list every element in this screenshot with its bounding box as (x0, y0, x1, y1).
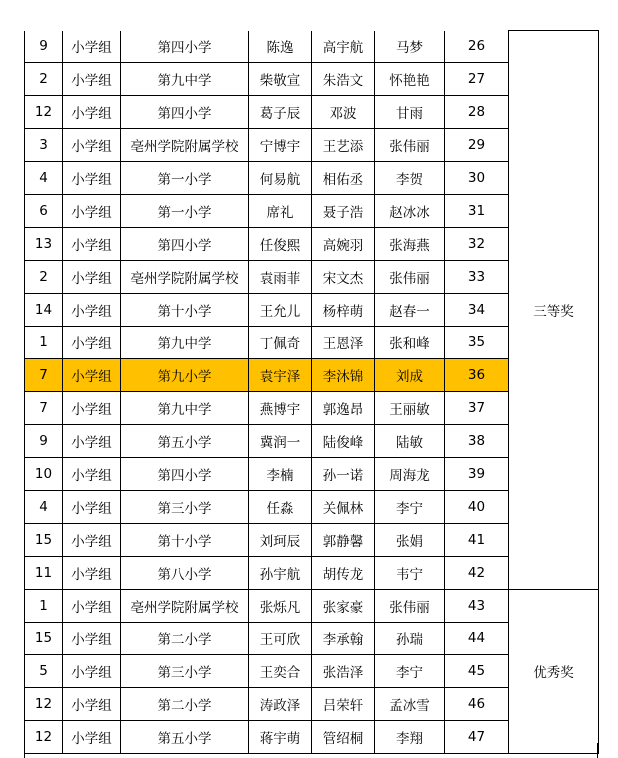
team-number-cell: 15 (25, 622, 63, 655)
group-cell: 小学组 (63, 96, 121, 129)
rank-cell: 35 (445, 326, 509, 359)
table-row (25, 589, 599, 622)
school-cell: 第三小学 (121, 490, 249, 523)
group-cell: 小学组 (63, 194, 121, 227)
student1-cell: 刘珂辰 (249, 523, 312, 556)
teacher-cell: 孙瑞 (375, 622, 445, 655)
team-number-cell: 12 (25, 688, 63, 721)
teacher-cell: 韦宁 (375, 556, 445, 589)
teacher-cell: 张海燕 (375, 227, 445, 260)
team-number-cell: 2 (25, 260, 63, 293)
student1-cell: 王奕合 (249, 655, 312, 688)
rank-cell: 32 (445, 227, 509, 260)
school-cell: 第五小学 (121, 721, 249, 754)
table-continuation (24, 743, 598, 758)
rank-cell: 39 (445, 458, 509, 491)
school-cell: 亳州学院附属学校 (121, 129, 249, 162)
team-number-cell: 7 (25, 359, 63, 392)
student1-cell: 席礼 (249, 194, 312, 227)
teacher-cell: 甘雨 (375, 96, 445, 129)
award-level-cell: 优秀奖 (509, 589, 599, 753)
student2-cell: 吕荣轩 (312, 688, 375, 721)
team-number-cell: 12 (25, 721, 63, 754)
group-cell: 小学组 (63, 655, 121, 688)
group-cell: 小学组 (63, 523, 121, 556)
teacher-cell: 李贺 (375, 162, 445, 195)
student2-cell: 王恩泽 (312, 326, 375, 359)
student2-cell: 邓波 (312, 96, 375, 129)
school-cell: 第九中学 (121, 63, 249, 96)
team-number-cell: 5 (25, 655, 63, 688)
teacher-cell: 王丽敏 (375, 392, 445, 425)
teacher-cell: 刘成 (375, 359, 445, 392)
team-number-cell: 2 (25, 63, 63, 96)
student2-cell: 李沐锦 (312, 359, 375, 392)
school-cell: 第三小学 (121, 655, 249, 688)
group-cell: 小学组 (63, 293, 121, 326)
rank-cell: 42 (445, 556, 509, 589)
teacher-cell: 马梦 (375, 31, 445, 63)
team-number-cell: 11 (25, 556, 63, 589)
school-cell: 第二小学 (121, 688, 249, 721)
student1-cell: 王可欣 (249, 622, 312, 655)
teacher-cell: 赵春一 (375, 293, 445, 326)
team-number-cell: 4 (25, 162, 63, 195)
student1-cell: 蒋宇萌 (249, 721, 312, 754)
awards-table (24, 30, 599, 754)
student1-cell: 宁博宇 (249, 129, 312, 162)
teacher-cell: 孟冰雪 (375, 688, 445, 721)
team-number-cell: 12 (25, 96, 63, 129)
student1-cell: 袁宇泽 (249, 359, 312, 392)
school-cell: 第九小学 (121, 359, 249, 392)
rank-cell: 38 (445, 425, 509, 458)
school-cell: 第九中学 (121, 326, 249, 359)
school-cell: 第一小学 (121, 194, 249, 227)
teacher-cell: 张伟丽 (375, 589, 445, 622)
student2-cell: 高婉羽 (312, 227, 375, 260)
table-row (25, 31, 599, 63)
rank-cell: 46 (445, 688, 509, 721)
group-cell: 小学组 (63, 227, 121, 260)
school-cell: 第四小学 (121, 227, 249, 260)
student2-cell: 朱浩文 (312, 63, 375, 96)
student1-cell: 涛政泽 (249, 688, 312, 721)
rank-cell: 47 (445, 721, 509, 754)
student1-cell: 孙宇航 (249, 556, 312, 589)
student2-cell: 陆俊峰 (312, 425, 375, 458)
student2-cell: 孙一诺 (312, 458, 375, 491)
student1-cell: 任淼 (249, 490, 312, 523)
school-cell: 第八小学 (121, 556, 249, 589)
rank-cell: 34 (445, 293, 509, 326)
group-cell: 小学组 (63, 326, 121, 359)
student2-cell: 高宇航 (312, 31, 375, 63)
team-number-cell: 7 (25, 392, 63, 425)
school-cell: 第九中学 (121, 392, 249, 425)
teacher-cell: 张伟丽 (375, 260, 445, 293)
school-cell: 第一小学 (121, 162, 249, 195)
group-cell: 小学组 (63, 425, 121, 458)
student1-cell: 葛子辰 (249, 96, 312, 129)
rank-cell: 40 (445, 490, 509, 523)
team-number-cell: 15 (25, 523, 63, 556)
team-number-cell: 10 (25, 458, 63, 491)
student1-cell: 李楠 (249, 458, 312, 491)
group-cell: 小学组 (63, 490, 121, 523)
teacher-cell: 赵冰冰 (375, 194, 445, 227)
team-number-cell: 9 (25, 31, 63, 63)
group-cell: 小学组 (63, 260, 121, 293)
school-cell: 第四小学 (121, 31, 249, 63)
student2-cell: 李承翰 (312, 622, 375, 655)
group-cell: 小学组 (63, 392, 121, 425)
teacher-cell: 李宁 (375, 655, 445, 688)
rank-cell: 45 (445, 655, 509, 688)
rank-cell: 41 (445, 523, 509, 556)
teacher-cell: 陆敏 (375, 425, 445, 458)
rank-cell: 30 (445, 162, 509, 195)
school-cell: 第五小学 (121, 425, 249, 458)
rank-cell: 44 (445, 622, 509, 655)
group-cell: 小学组 (63, 688, 121, 721)
student2-cell: 聂子浩 (312, 194, 375, 227)
rank-cell: 28 (445, 96, 509, 129)
student1-cell: 丁佩奇 (249, 326, 312, 359)
school-cell: 第四小学 (121, 96, 249, 129)
student2-cell: 张浩泽 (312, 655, 375, 688)
student2-cell: 关佩林 (312, 490, 375, 523)
student2-cell: 郭静馨 (312, 523, 375, 556)
group-cell: 小学组 (63, 31, 121, 63)
student1-cell: 燕博宇 (249, 392, 312, 425)
team-number-cell: 14 (25, 293, 63, 326)
student2-cell: 胡传龙 (312, 556, 375, 589)
teacher-cell: 张伟丽 (375, 129, 445, 162)
group-cell: 小学组 (63, 359, 121, 392)
student1-cell: 柴敬宣 (249, 63, 312, 96)
student1-cell: 冀润一 (249, 425, 312, 458)
student1-cell: 何易航 (249, 162, 312, 195)
rank-cell: 26 (445, 31, 509, 63)
student1-cell: 张烁凡 (249, 589, 312, 622)
school-cell: 第四小学 (121, 458, 249, 491)
group-cell: 小学组 (63, 458, 121, 491)
team-number-cell: 4 (25, 490, 63, 523)
team-number-cell: 3 (25, 129, 63, 162)
rank-cell: 31 (445, 194, 509, 227)
award-level-cell: 三等奖 (509, 31, 599, 590)
team-number-cell: 1 (25, 589, 63, 622)
school-cell: 第十小学 (121, 293, 249, 326)
student2-cell: 管绍桐 (312, 721, 375, 754)
table-body (25, 31, 599, 754)
school-cell: 亳州学院附属学校 (121, 589, 249, 622)
student2-cell: 王艺添 (312, 129, 375, 162)
group-cell: 小学组 (63, 129, 121, 162)
school-cell: 第二小学 (121, 622, 249, 655)
group-cell: 小学组 (63, 162, 121, 195)
student2-cell: 郭逸昂 (312, 392, 375, 425)
rank-cell: 33 (445, 260, 509, 293)
rank-cell: 27 (445, 63, 509, 96)
teacher-cell: 周海龙 (375, 458, 445, 491)
group-cell: 小学组 (63, 721, 121, 754)
group-cell: 小学组 (63, 556, 121, 589)
student1-cell: 陈逸 (249, 31, 312, 63)
teacher-cell: 李翔 (375, 721, 445, 754)
teacher-cell: 李宁 (375, 490, 445, 523)
teacher-cell: 张娟 (375, 523, 445, 556)
student2-cell: 杨梓萌 (312, 293, 375, 326)
teacher-cell: 张和峰 (375, 326, 445, 359)
team-number-cell: 9 (25, 425, 63, 458)
student1-cell: 袁雨菲 (249, 260, 312, 293)
student1-cell: 任俊熙 (249, 227, 312, 260)
student2-cell: 张家豪 (312, 589, 375, 622)
school-cell: 第十小学 (121, 523, 249, 556)
student1-cell: 王允儿 (249, 293, 312, 326)
rank-cell: 29 (445, 129, 509, 162)
rank-cell: 36 (445, 359, 509, 392)
student2-cell: 宋文杰 (312, 260, 375, 293)
student2-cell: 相佑丞 (312, 162, 375, 195)
group-cell: 小学组 (63, 589, 121, 622)
group-cell: 小学组 (63, 622, 121, 655)
group-cell: 小学组 (63, 63, 121, 96)
rank-cell: 37 (445, 392, 509, 425)
team-number-cell: 6 (25, 194, 63, 227)
team-number-cell: 13 (25, 227, 63, 260)
rank-cell: 43 (445, 589, 509, 622)
school-cell: 亳州学院附属学校 (121, 260, 249, 293)
team-number-cell: 1 (25, 326, 63, 359)
teacher-cell: 怀艳艳 (375, 63, 445, 96)
